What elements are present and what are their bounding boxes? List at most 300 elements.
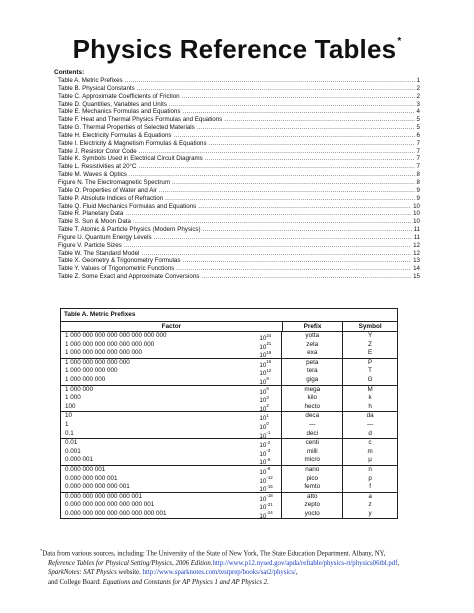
toc-item-page: 5: [416, 116, 420, 124]
toc-item-label: Table B. Physical Constants: [58, 84, 135, 92]
toc-item-page: 7: [416, 163, 420, 171]
toc-item-label: Table F. Heat and Thermal Physics Formulas and Equations: [58, 116, 223, 124]
toc-leader-dots: [182, 257, 411, 265]
factor-cell: [61, 466, 282, 475]
power-exponent: 24: [266, 332, 272, 338]
prefix-cell: deci: [282, 430, 343, 439]
factor-number: 0.01: [65, 439, 78, 447]
factor-cell: [61, 376, 282, 385]
prefix-cell: deca: [282, 412, 343, 421]
symbol-cell: n: [368, 465, 372, 473]
toc-item[interactable]: [58, 203, 420, 211]
toc-item-label: Table H. Electricity Formulas & Equations: [58, 131, 172, 139]
toc-leader-dots: [133, 218, 411, 226]
power-exponent: 21: [266, 341, 272, 347]
factor-number: 1: [65, 420, 69, 428]
power-exponent: 1: [266, 412, 269, 418]
table-row: [61, 475, 397, 484]
factor-number: 0.001: [65, 447, 81, 455]
factor-power: [259, 376, 282, 385]
metric-row-group: [61, 466, 397, 493]
factor-number: 0.000 000 000 001: [65, 474, 118, 482]
power-exponent: -12: [266, 475, 273, 480]
factor-number: 1 000 000 000 000 000 000 000: [65, 340, 155, 348]
metric-table-header: [61, 322, 397, 332]
header-symbol: Symbol: [358, 323, 382, 330]
toc-item-label: Table E. Mechanics Formulas and Equations: [58, 108, 181, 116]
factor-power: [259, 430, 282, 439]
toc-leader-dots: [138, 163, 414, 171]
toc-item-label: Figure N. The Electromagnetic Spectrum: [58, 178, 170, 186]
factor-power: [259, 386, 282, 395]
toc-leader-dots: [176, 265, 411, 273]
toc-item[interactable]: [58, 226, 420, 234]
factor-number: 100: [65, 402, 76, 410]
power-base: 10: [259, 415, 267, 423]
symbol-cell: y: [368, 509, 372, 517]
power-exponent: -9: [266, 466, 271, 472]
toc-leader-dots: [205, 155, 415, 163]
toc-leader-dots: [124, 242, 411, 250]
symbol-cell: f: [369, 483, 371, 491]
power-exponent: -24: [266, 510, 273, 516]
footnote-sources: Data from various sources, including: The University of the State of New York, The State Education Department. Albany, NY,: [42, 550, 386, 558]
factor-number: 1 000 000: [65, 385, 94, 393]
factor-number: 1 000 000 000 000 000 000 000 000: [65, 332, 167, 339]
prefix-cell: milli: [282, 448, 343, 457]
toc-item-page: 7: [416, 147, 420, 155]
toc-item-page: 7: [416, 139, 420, 147]
table-row: [61, 367, 397, 376]
prefix-cell: kilo: [282, 394, 343, 403]
toc-item-page: 2: [416, 84, 420, 92]
factor-power: [259, 448, 282, 457]
header-prefix: Prefix: [283, 322, 344, 331]
toc-item[interactable]: [58, 85, 420, 93]
symbol-cell: μ: [368, 456, 372, 464]
factor-cell: [61, 341, 282, 350]
factor-power: [259, 332, 282, 341]
prefix-cell: zepto: [282, 501, 343, 510]
toc-item[interactable]: [58, 171, 420, 179]
power-base: 10: [259, 442, 267, 450]
toc-item[interactable]: [58, 132, 420, 140]
factor-power: [259, 439, 282, 448]
toc-item-label: Table A. Metric Prefixes: [58, 77, 123, 84]
factor-cell: [61, 412, 282, 421]
toc-item-page: 14: [413, 265, 420, 273]
power-exponent: 2: [266, 403, 269, 409]
power-base: 10: [259, 397, 267, 405]
toc-leader-dots: [139, 148, 415, 156]
power-base: 10: [259, 495, 267, 503]
factor-power: [259, 341, 282, 350]
factor-cell: [61, 510, 282, 519]
toc-item-page: 10: [413, 218, 420, 226]
toc-item-page: 9: [416, 194, 420, 202]
toc-item-page: 12: [413, 249, 420, 257]
toc-item[interactable]: [58, 93, 420, 101]
footnote-line-1: [40, 546, 450, 559]
metric-row-group: [61, 439, 397, 466]
toc-item-page: 3: [416, 100, 420, 108]
symbol-cell: k: [368, 394, 372, 402]
factor-cell: [61, 359, 282, 368]
toc-item[interactable]: [58, 155, 420, 163]
symbol-cell: m: [367, 447, 373, 455]
toc-item-label: Figure U. Quantum Energy Levels: [58, 233, 152, 241]
toc-item-label: Table O. Properties of Water and Air: [58, 186, 157, 194]
footnote-sparknotes-title: SparkNotes: SAT Physics: [48, 569, 117, 577]
title-text: Physics Reference Tables: [72, 34, 397, 64]
footnote-nys-link[interactable]: http://www.p12.nysed.gov/apda/reftable/physics-rt/physics06tbl.pdf: [212, 559, 398, 567]
symbol-cell: Z: [368, 340, 373, 348]
footnote-website-text: website.: [116, 569, 143, 577]
power-exponent: 12: [266, 367, 272, 373]
toc-item[interactable]: [58, 195, 420, 203]
power-base: 10: [259, 504, 267, 512]
factor-number: 0.000 000 001: [65, 465, 106, 473]
metric-row-group: [61, 332, 397, 359]
factor-cell: [61, 493, 282, 502]
table-row: [61, 403, 397, 412]
toc-item[interactable]: [58, 257, 420, 265]
power-exponent: 18: [266, 349, 272, 355]
toc-leader-dots: [137, 85, 415, 93]
factor-power: [259, 510, 282, 519]
toc-leader-dots: [224, 116, 414, 124]
toc-leader-dots: [129, 171, 415, 179]
power-base: 10: [259, 343, 267, 351]
page-title: [0, 34, 474, 65]
factor-power: [259, 403, 282, 412]
toc-item-label: Table G. Thermal Properties of Selected Materials: [58, 124, 195, 132]
footnote-comma-2: ,: [295, 569, 298, 577]
symbol-cell: da: [366, 412, 374, 420]
toc-item-page: 9: [416, 186, 420, 194]
toc-item-page: 10: [413, 210, 420, 218]
prefix-cell: centi: [282, 439, 343, 448]
toc-item[interactable]: [58, 234, 420, 242]
power-exponent: -18: [266, 493, 273, 499]
toc-item[interactable]: [58, 210, 420, 218]
toc-item-label: Table J. Resistor Color Code: [58, 147, 137, 155]
table-row: [61, 430, 397, 439]
toc-item-page: 13: [413, 257, 420, 265]
toc-leader-dots: [203, 226, 412, 234]
footnote-line-4: [40, 578, 450, 588]
toc-item[interactable]: [58, 140, 420, 148]
toc-item[interactable]: [58, 273, 420, 281]
table-of-contents: [58, 77, 420, 281]
factor-cell: [61, 501, 282, 510]
factor-cell: [61, 349, 282, 358]
factor-power: [259, 483, 282, 492]
factor-number: 0.000 000 000 000 000 000 000 001: [65, 509, 167, 517]
toc-leader-dots: [125, 210, 411, 218]
toc-item[interactable]: [58, 108, 420, 116]
symbol-cell: p: [368, 474, 372, 482]
power-exponent: 0: [266, 421, 269, 427]
factor-cell: [61, 430, 282, 439]
factor-number: 1 000: [65, 394, 81, 402]
footnote-collegeboard-title: Equations and Constants for AP Physics 1 and AP Physics 2.: [102, 579, 269, 587]
power-exponent: 15: [266, 359, 272, 365]
toc-item-label: Table R. Planetary Data: [58, 210, 124, 218]
prefix-cell: —: [282, 421, 343, 430]
factor-power: [259, 456, 282, 465]
toc-item-label: Table W. The Standard Model: [58, 249, 140, 257]
power-base: 10: [259, 370, 267, 378]
toc-leader-dots: [159, 187, 415, 195]
footnote-sparknotes-link[interactable]: http://www.sparknotes.com/testprep/books/sat2/physics/: [142, 569, 296, 577]
symbol-cell: M: [367, 385, 373, 393]
factor-number: 0.000 000 000 000 001: [65, 483, 130, 491]
prefix-cell: mega: [282, 386, 343, 395]
toc-item[interactable]: [58, 242, 420, 250]
power-exponent: 3: [266, 394, 269, 400]
toc-item[interactable]: [58, 187, 420, 195]
factor-number: 0.000 000 000 000 000 000 001: [65, 501, 155, 509]
footnote-line-2: [40, 559, 450, 569]
table-row: [61, 341, 397, 350]
factor-cell: [61, 394, 282, 403]
factor-cell: [61, 367, 282, 376]
toc-item-page: 7: [416, 155, 420, 163]
power-base: 10: [259, 512, 267, 520]
footnote-mark: *: [40, 548, 43, 553]
power-base: 10: [259, 352, 267, 360]
toc-item-label: Table L. Resistivities at 20°C: [58, 163, 137, 171]
factor-cell: [61, 448, 282, 457]
power-base: 10: [259, 477, 267, 485]
power-base: 10: [259, 405, 267, 413]
power-exponent: -21: [266, 501, 273, 507]
footnote-line-3: [40, 568, 450, 578]
toc-item-page: 12: [413, 241, 420, 249]
power-base: 10: [259, 361, 267, 369]
toc-item[interactable]: [58, 218, 420, 226]
table-row: [61, 421, 397, 430]
toc-leader-dots: [173, 132, 414, 140]
symbol-cell: Y: [367, 332, 373, 339]
factor-power: [259, 466, 282, 475]
table-row: [61, 510, 397, 519]
factor-power: [259, 367, 282, 376]
toc-item-page: 15: [413, 273, 420, 281]
power-base: 10: [259, 486, 267, 494]
factor-cell: [61, 439, 282, 448]
power-exponent: -1: [266, 430, 271, 436]
factor-cell: [61, 421, 282, 430]
toc-item[interactable]: [58, 124, 420, 132]
toc-item-page: 4: [416, 108, 420, 116]
toc-item-label: Table X. Geometry & Trigonometry Formulas: [58, 257, 181, 265]
table-row: [61, 439, 397, 448]
power-base: 10: [259, 469, 267, 476]
symbol-cell: E: [367, 349, 373, 357]
toc-item-label: Table Q. Fluid Mechanics Formulas and Equations: [58, 202, 197, 210]
prefix-cell: yocto: [282, 510, 343, 519]
toc-item-page: 10: [413, 202, 420, 210]
prefix-cell: yotta: [282, 332, 343, 341]
toc-leader-dots: [201, 273, 411, 281]
toc-leader-dots: [198, 203, 411, 211]
factor-power: [259, 412, 282, 421]
contents-label: Contents:: [54, 69, 85, 76]
symbol-cell: P: [367, 358, 373, 366]
prefix-cell: atto: [282, 493, 343, 502]
toc-item-label: Table T. Atomic & Particle Physics (Modern Physics): [58, 226, 201, 234]
title-footnote-mark: *: [397, 36, 402, 47]
toc-item[interactable]: [58, 179, 420, 187]
toc-item-label: Table Z. Some Exact and Approximate Conversions: [58, 273, 200, 281]
toc-item-label: Table I. Electricity & Magnetism Formulas & Equations: [58, 139, 207, 147]
power-exponent: 9: [266, 376, 269, 382]
table-row: [61, 359, 397, 368]
table-row: [61, 412, 397, 421]
table-row: [61, 376, 397, 385]
factor-cell: [61, 403, 282, 412]
header-factor: Factor: [61, 322, 283, 331]
metric-row-group: [61, 493, 397, 519]
factor-number: 1 000 000 000 000: [65, 367, 118, 375]
prefix-cell: tera: [282, 367, 343, 376]
prefix-cell: micro: [282, 456, 343, 465]
toc-leader-dots: [209, 140, 415, 148]
footnote-collegeboard-text: and College Board:: [48, 579, 103, 587]
toc-leader-dots: [197, 124, 415, 132]
symbol-cell: a: [368, 492, 372, 500]
toc-item-label: Table M. Waves & Optics: [58, 171, 127, 179]
table-row: [61, 349, 397, 358]
power-base: 10: [259, 379, 267, 387]
symbol-cell: c: [368, 439, 372, 447]
toc-item-page: 1: [416, 77, 420, 84]
factor-power: [259, 475, 282, 484]
prefix-cell: pico: [282, 475, 343, 484]
toc-item-label: Table D. Quantities, Variables and Units: [58, 100, 167, 108]
power-base: 10: [259, 388, 267, 396]
factor-number: 1 000 000 000 000 000: [65, 358, 130, 366]
toc-leader-dots: [182, 108, 414, 116]
power-exponent: -15: [266, 483, 273, 489]
symbol-cell: d: [368, 429, 372, 437]
toc-item[interactable]: [58, 77, 420, 85]
toc-item[interactable]: [58, 116, 420, 124]
table-row: [61, 456, 397, 465]
symbol-cell: —: [366, 420, 374, 428]
factor-number: 0.000 001: [65, 456, 94, 464]
factor-power: [259, 493, 282, 502]
toc-item-label: Table C. Approximate Coefficients of Friction: [58, 92, 180, 100]
table-row: [61, 394, 397, 403]
toc-item-page: 2: [416, 92, 420, 100]
toc-item[interactable]: [58, 163, 420, 171]
factor-cell: [61, 386, 282, 395]
toc-item-label: Figure V. Particle Sizes: [58, 241, 122, 249]
factor-power: [259, 421, 282, 430]
factor-cell: [61, 475, 282, 484]
factor-power: [259, 394, 282, 403]
table-row: [61, 332, 397, 341]
factor-number: 1 000 000 000 000 000 000: [65, 349, 143, 357]
prefix-cell: exa: [282, 349, 343, 358]
toc-item-label: Table K. Symbols Used in Electrical Circuit Diagrams: [58, 155, 203, 163]
factor-power: [259, 349, 282, 358]
metric-table-title: Table A. Metric Prefixes: [61, 309, 397, 322]
metric-prefixes-table: [60, 308, 398, 519]
toc-item-page: 8: [416, 171, 420, 179]
factor-cell: [61, 456, 282, 465]
power-base: 10: [259, 459, 267, 467]
factor-power: [259, 501, 282, 510]
metric-row-group: [61, 386, 397, 413]
prefix-cell: giga: [282, 376, 343, 385]
toc-item-page: 5: [416, 124, 420, 132]
factor-cell: [61, 332, 282, 341]
table-row: [61, 501, 397, 510]
metric-row-group: [61, 359, 397, 386]
prefix-cell: femto: [282, 483, 343, 492]
power-base: 10: [259, 424, 267, 432]
factor-number: 1 000 000 000: [65, 375, 106, 383]
table-row: [61, 448, 397, 457]
factor-number: 0.000 000 000 000 000 001: [65, 492, 143, 500]
power-exponent: -2: [266, 439, 271, 445]
symbol-cell: G: [367, 375, 373, 383]
toc-leader-dots: [154, 234, 412, 242]
toc-item[interactable]: [58, 250, 420, 258]
table-row: [61, 493, 397, 502]
factor-number: 10: [65, 412, 73, 420]
prefix-cell: peta: [282, 359, 343, 368]
metric-row-group: [61, 412, 397, 439]
toc-leader-dots: [172, 179, 415, 187]
toc-item[interactable]: [58, 148, 420, 156]
toc-item[interactable]: [58, 101, 420, 109]
toc-item-label: Table S. Sun & Moon Data: [58, 218, 131, 226]
footnote: [40, 546, 450, 588]
toc-item-page: 6: [416, 131, 420, 139]
toc-leader-dots: [169, 101, 415, 109]
toc-item-label: Table Y. Values of Trigonometric Functions: [58, 265, 175, 273]
power-base: 10: [259, 450, 267, 458]
toc-leader-dots: [182, 93, 415, 101]
factor-power: [259, 359, 282, 368]
table-row: [61, 483, 397, 492]
power-exponent: 6: [266, 386, 269, 392]
prefix-cell: zeta: [282, 341, 343, 350]
toc-item-page: 11: [413, 226, 420, 234]
toc-leader-dots: [125, 77, 415, 85]
toc-item-page: 11: [413, 233, 420, 241]
toc-leader-dots: [165, 195, 414, 203]
power-base: 10: [259, 335, 267, 343]
power-exponent: -3: [266, 448, 271, 454]
toc-item-page: 8: [416, 178, 420, 186]
power-base: 10: [259, 432, 267, 440]
table-row: [61, 386, 397, 395]
symbol-cell: T: [368, 367, 373, 375]
footnote-comma-1: ,: [397, 559, 400, 567]
table-row: [61, 466, 397, 475]
footnote-nys-title: Reference Tables for Physical Setting/Physics, 2006 Edition.: [48, 559, 213, 567]
factor-cell: [61, 483, 282, 492]
toc-leader-dots: [141, 250, 411, 258]
toc-item[interactable]: [58, 265, 420, 273]
factor-number: 0.1: [65, 429, 74, 437]
